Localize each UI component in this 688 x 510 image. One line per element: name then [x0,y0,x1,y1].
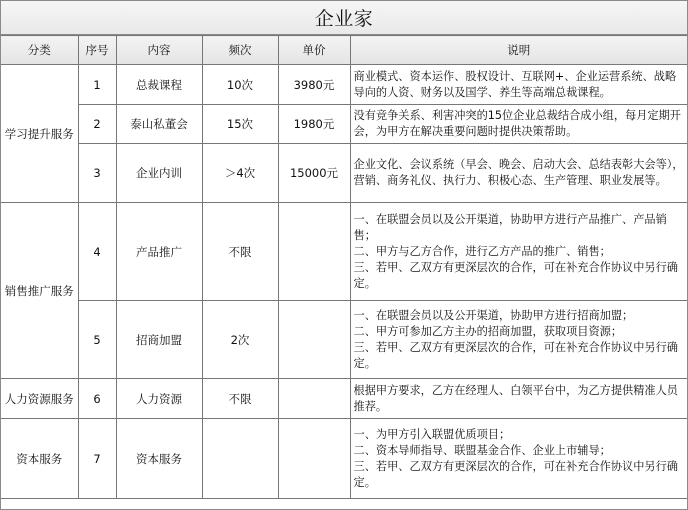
price-cell: 3980元 [278,65,350,105]
table-row [1,379,687,419]
price-cell [278,419,350,499]
content-cell: 总裁课程 [116,65,202,105]
price-cell [278,301,350,379]
services-table [1,35,687,499]
price-cell: 15000元 [278,144,350,203]
description-cell: 企业文化、会议系统（早会、晚会、启动大会、总结表彰大会等），营销、商务礼仪、执行力、积极心态、生产管理、职业发展等。 [350,144,687,203]
description-cell: 一、为甲方引入联盟优质项目； 二、资本导师指导、联盟基金合作、企业上市辅导； 三、若甲、乙双方有更深层次的合作，可在补充合作协议中另行确定。 [350,419,687,499]
category-cell: 学习提升服务 [1,65,78,203]
content-cell: 招商加盟 [116,301,202,379]
price-cell: 1980元 [278,105,350,144]
frequency-cell: 2次 [202,301,278,379]
category-cell: 销售推广服务 [1,203,78,379]
frequency-cell: ＞4次 [202,144,278,203]
frequency-cell: 不限 [202,379,278,419]
content-cell: 人力资源 [116,379,202,419]
description-cell: 商业模式、资本运作、股权设计、互联网+、企业运营系统、战略导向的人资、财务以及国学、养生等高端总裁课程。 [350,65,687,105]
number-cell: 6 [78,379,116,419]
frequency-cell: 不限 [202,203,278,301]
header-description: 说明 [350,36,687,65]
price-cell [278,203,350,301]
number-cell: 4 [78,203,116,301]
description-cell: 根据甲方要求，乙方在经理人、白领平台中，为乙方提供精准人员推荐。 [350,379,687,419]
category-cell: 人力资源服务 [1,379,78,419]
content-cell: 泰山私董会 [116,105,202,144]
table-row [1,419,687,499]
number-cell: 5 [78,301,116,379]
frequency-cell: 10次 [202,65,278,105]
table-header-row [1,36,687,65]
number-cell: 2 [78,105,116,144]
price-cell [278,379,350,419]
description-cell: 一、在联盟会员以及公开渠道，协助甲方进行产品推广、产品销售； 二、甲方与乙方合作，进行乙方产品的推广、销售； 三、若甲、乙双方有更深层次的合作，可在补充合作协议中另行确定。 [350,203,687,301]
header-price: 单价 [278,36,350,65]
page-title: 企业家 [1,1,687,35]
table-row [1,105,687,144]
number-cell: 1 [78,65,116,105]
number-cell: 7 [78,419,116,499]
content-cell: 企业内训 [116,144,202,203]
header-number: 序号 [78,36,116,65]
frequency-cell [202,419,278,499]
number-cell: 3 [78,144,116,203]
header-content: 内容 [116,36,202,65]
content-cell: 资本服务 [116,419,202,499]
content-cell: 产品推广 [116,203,202,301]
category-cell: 资本服务 [1,419,78,499]
table-row [1,65,687,105]
header-category: 分类 [1,36,78,65]
table-row [1,144,687,203]
description-cell: 一、在联盟会员以及公开渠道，协助甲方进行招商加盟； 二、甲方可参加乙方主办的招商加盟，获取项目资源； 三、若甲、乙双方有更深层次的合作，可在补充合作协议中另行确定。 [350,301,687,379]
table-row [1,301,687,379]
table-row [1,203,687,301]
description-cell: 没有竞争关系、利害冲突的15位企业总裁结合成小组，每月定期开会，为甲方在解决重要问题时提供决策帮助。 [350,105,687,144]
frequency-cell: 15次 [202,105,278,144]
header-frequency: 频次 [202,36,278,65]
